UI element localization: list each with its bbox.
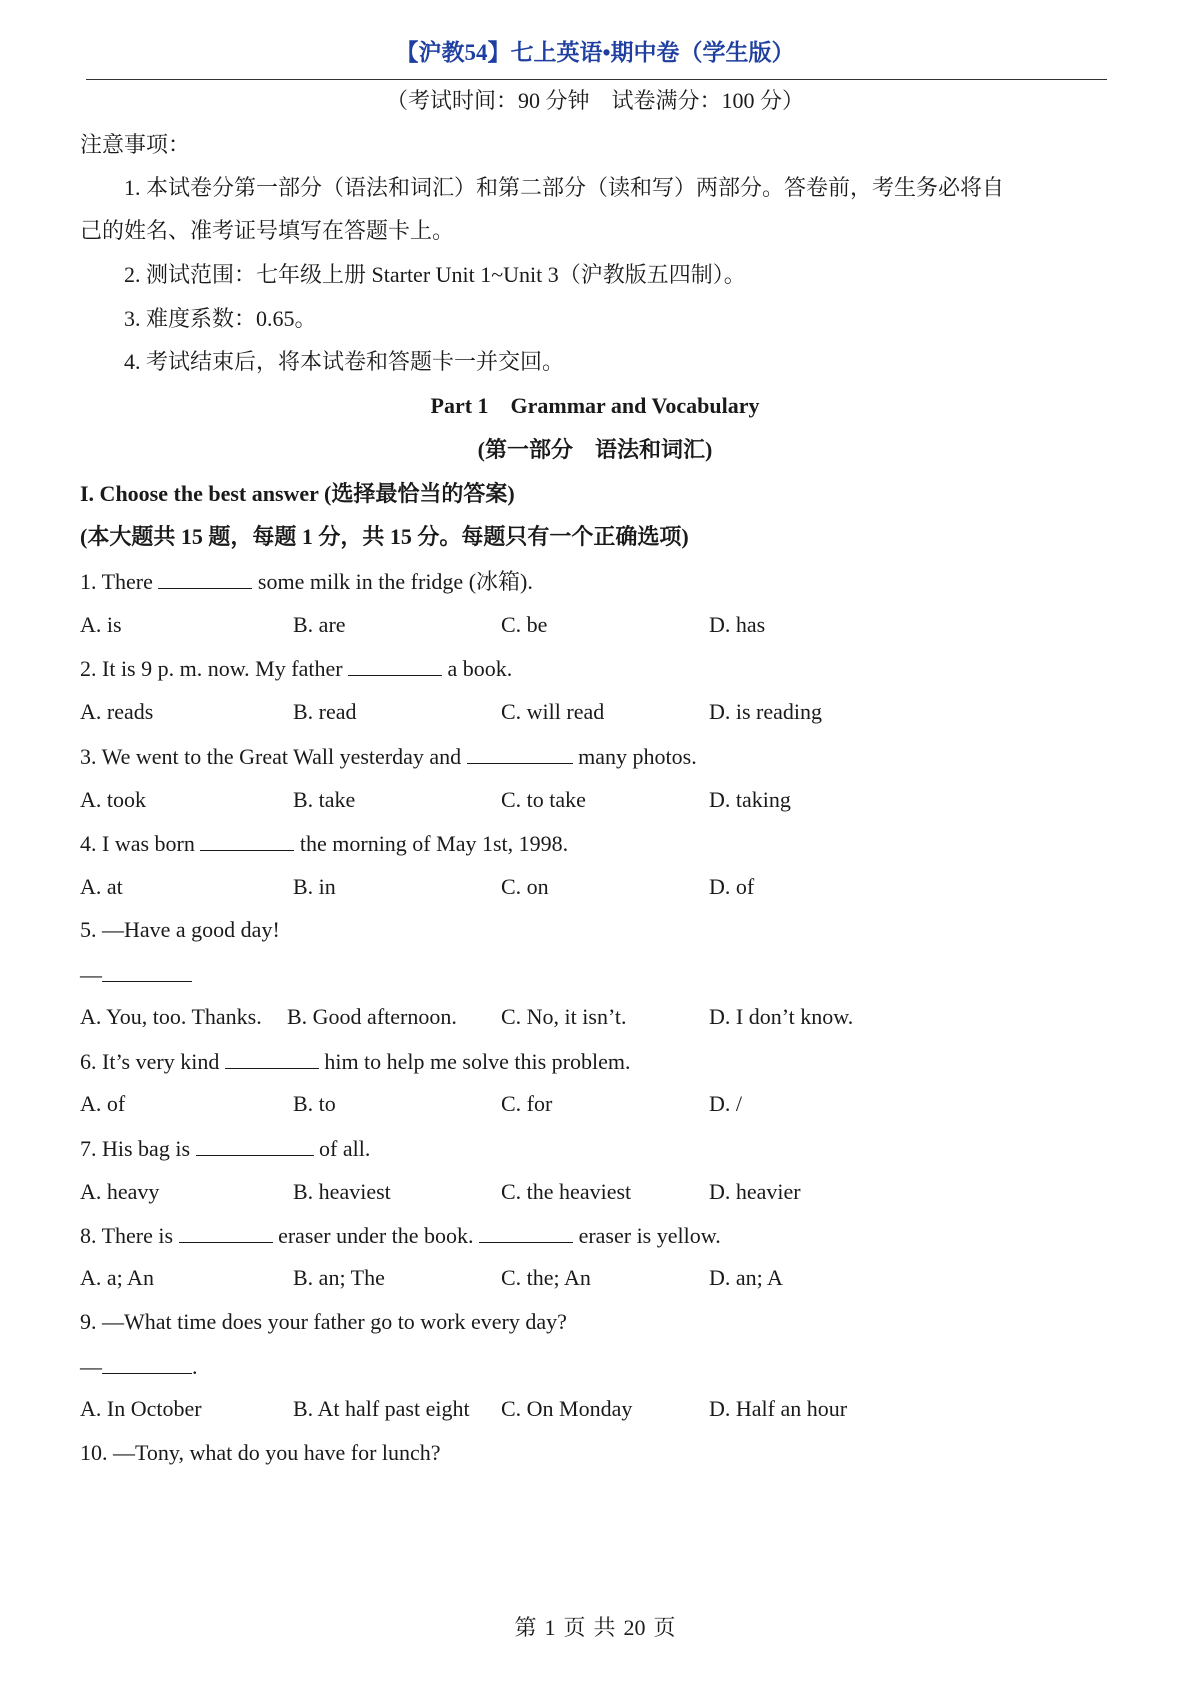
question-9-answer-line <box>80 1351 198 1382</box>
question-7-text-post: of all. <box>313 1136 371 1161</box>
question-8-text-pre: 8. There is <box>80 1223 179 1248</box>
q4-option-a: A. at <box>80 874 123 899</box>
answer-blank <box>467 741 573 764</box>
part-title-cn: (第一部分 语法和词汇) <box>477 437 713 462</box>
answer-blank <box>196 1133 314 1156</box>
question-4-text-post: the morning of May 1st, 1998. <box>294 831 569 856</box>
q6-option-a: A. of <box>80 1091 126 1116</box>
q5-option-d: D. I don’t know. <box>709 1004 854 1029</box>
page-footer <box>0 1611 1190 1642</box>
answer-blank <box>179 1220 273 1243</box>
answer-period: . <box>192 1354 198 1379</box>
q9-option-c: C. On Monday <box>501 1396 633 1421</box>
question-6-text-post: him to help me solve this problem. <box>318 1049 631 1074</box>
exam-time-info: （考试时间：90 分钟 试卷满分：100 分） <box>385 88 804 113</box>
q6-option-b: B. to <box>293 1091 336 1116</box>
q7-option-d: D. heavier <box>709 1179 801 1204</box>
q5-option-b: B. Good afternoon. <box>287 1004 457 1029</box>
q3-option-a: A. took <box>80 787 146 812</box>
question-6-text-pre: 6. It’s very kind <box>80 1049 225 1074</box>
question-8-text-mid: eraser under the book. <box>272 1223 480 1248</box>
note-item-2: 2. 测试范围：七年级上册 Starter Unit 1~Unit 3（沪教版五四制）。 <box>124 262 746 287</box>
q4-option-b: B. in <box>293 874 336 899</box>
footer-page-number: 1 <box>544 1615 556 1640</box>
question-3 <box>80 741 697 772</box>
question-9: 9. —What time does your father go to work every day? <box>80 1309 567 1334</box>
q8-option-a: A. a; An <box>80 1265 154 1290</box>
question-1-text-pre: 1. There <box>80 569 159 594</box>
q4-option-d: D. of <box>709 874 755 899</box>
section-title: I. Choose the best answer (选择最恰当的答案) <box>80 481 515 506</box>
header-title: 【沪教54】七上英语•期中卷（学生版） <box>395 40 795 65</box>
question-6 <box>80 1046 630 1077</box>
question-1-text-post: some milk in the fridge (冰箱). <box>252 569 533 594</box>
question-4 <box>80 828 568 859</box>
note-item-1-line-1: 1. 本试卷分第一部分（语法和词汇）和第二部分（读和写）两部分。答卷前，考生务必将自 <box>124 175 1005 200</box>
question-2-text-pre: 2. It is 9 p. m. now. My father <box>80 656 349 681</box>
question-1 <box>80 566 533 597</box>
q2-option-b: B. read <box>293 699 357 724</box>
q3-option-b: B. take <box>293 787 356 812</box>
q2-option-a: A. reads <box>80 699 154 724</box>
question-8-text-post: eraser is yellow. <box>573 1223 721 1248</box>
q1-option-c: C. be <box>501 612 548 637</box>
note-item-4: 4. 考试结束后，将本试卷和答题卡一并交回。 <box>124 349 565 374</box>
question-8 <box>80 1220 721 1251</box>
answer-dash: — <box>80 962 102 987</box>
q6-option-d: D. / <box>709 1091 742 1116</box>
footer-total-word: 共 <box>593 1615 616 1640</box>
question-5-answer-line <box>80 959 192 990</box>
q3-option-c: C. to take <box>501 787 586 812</box>
q4-option-c: C. on <box>501 874 549 899</box>
q9-option-d: D. Half an hour <box>709 1396 848 1421</box>
footer-page-unit: 页 <box>563 1615 586 1640</box>
note-item-1-line-2: 己的姓名、准考证号填写在答题卡上。 <box>80 218 455 243</box>
answer-blank <box>200 828 294 851</box>
answer-blank <box>479 1220 573 1243</box>
answer-dash: — <box>80 1354 102 1379</box>
q1-option-d: D. has <box>709 612 766 637</box>
q7-option-b: B. heaviest <box>293 1179 391 1204</box>
answer-blank <box>348 653 442 676</box>
answer-blank <box>158 566 252 589</box>
q2-option-c: C. will read <box>501 699 605 724</box>
q7-option-a: A. heavy <box>80 1179 160 1204</box>
q8-option-c: C. the; An <box>501 1265 591 1290</box>
q1-option-b: B. are <box>293 612 346 637</box>
q3-option-d: D. taking <box>709 787 791 812</box>
q8-option-d: D. an; A <box>709 1265 783 1290</box>
notes-heading: 注意事项： <box>80 132 191 157</box>
q8-option-b: B. an; The <box>293 1265 385 1290</box>
question-2-text-post: a book. <box>442 656 513 681</box>
footer-total-unit: 页 <box>653 1615 676 1640</box>
section-instruction: (本大题共 15 题，每题 1 分，共 15 分。每题只有一个正确选项) <box>80 524 689 549</box>
question-4-text-pre: 4. I was born <box>80 831 201 856</box>
q2-option-d: D. is reading <box>709 699 823 724</box>
answer-blank <box>102 1351 192 1374</box>
question-5: 5. —Have a good day! <box>80 917 280 942</box>
answer-blank <box>102 959 192 982</box>
q5-option-a: A. You, too. Thanks. <box>80 1004 262 1029</box>
note-item-3: 3. 难度系数：0.65。 <box>124 306 317 331</box>
question-3-text-post: many photos. <box>572 744 697 769</box>
q9-option-a: A. In October <box>80 1396 202 1421</box>
q5-option-c: C. No, it isn’t. <box>501 1004 627 1029</box>
question-10: 10. —Tony, what do you have for lunch? <box>80 1440 441 1465</box>
answer-blank <box>225 1046 319 1069</box>
footer-total-pages: 20 <box>623 1615 646 1640</box>
question-2 <box>80 653 512 684</box>
q1-option-a: A. is <box>80 612 122 637</box>
q9-option-b: B. At half past eight <box>293 1396 470 1421</box>
question-7-text-pre: 7. His bag is <box>80 1136 196 1161</box>
q7-option-c: C. the heaviest <box>501 1179 632 1204</box>
footer-page-word: 第 <box>514 1615 537 1640</box>
question-3-text-pre: 3. We went to the Great Wall yesterday and <box>80 744 467 769</box>
q6-option-c: C. for <box>501 1091 553 1116</box>
header-divider <box>86 79 1107 80</box>
question-7 <box>80 1133 370 1164</box>
part-title-en: Part 1 Grammar and Vocabulary <box>430 393 760 418</box>
